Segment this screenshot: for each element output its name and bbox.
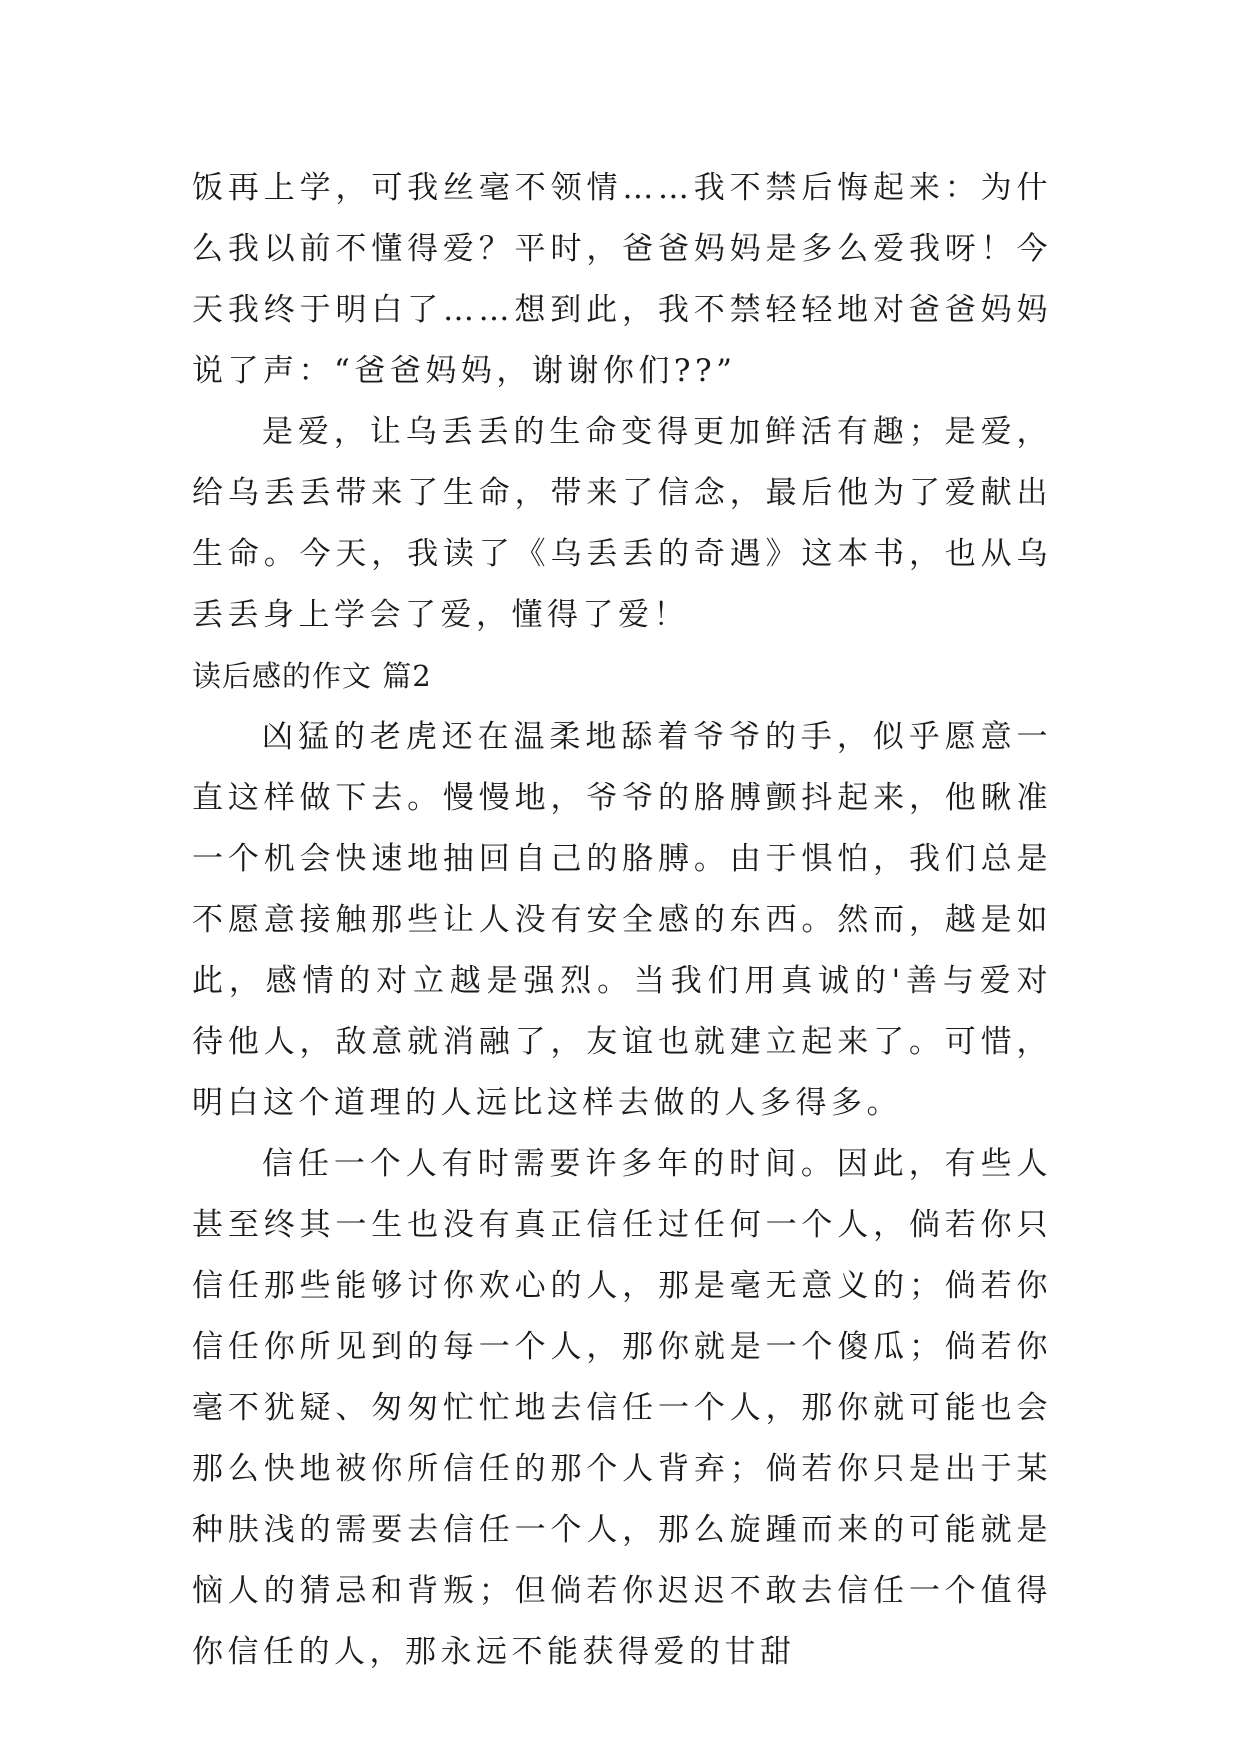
paragraph-trust: 信任一个人有时需要许多年的时间。因此，有些人甚至终其一生也没有真正信任过任何一个人，倘若你只信任那些能够讨你欢心的人，那是毫无意义的；倘若你信任你所见到的每一个人，那你就是一个傻瓜；倘若你毫不犹疑、匆匆忙忙地去信任一个人，那你就可能也会那么快地被你所信任的那个人背弃；倘若你只是出于某种肤浅的需要去信任一个人，那么旋踵而来的可能就是恼人的猜忌和背叛；但倘若你迟迟不敢去信任一个值得你信任的人，那永远不能获得爱的甘甜 bbox=[192, 1146, 1052, 1670]
paragraph-tiger: 凶猛的老虎还在温柔地舔着爷爷的手，似乎愿意一直这样做下去。慢慢地，爷爷的胳膊颤抖起来，他瞅准一个机会快速地抽回自己的胳膊。由于惧怕，我们总是不愿意接触那些让人没有安全感的东西。然而，越是如此，感情的对立越是强烈。当我们用真诚的'善与爱对待他人，敌意就消融了，友谊也就建立起来了。可惜，明白这个道理的人远比这样去做的人多得多。 bbox=[192, 719, 1052, 1121]
document-body bbox=[192, 158, 1052, 1683]
section-heading: 读后感的作文 篇2 bbox=[192, 659, 432, 693]
paragraph-love-conclusion: 是爱，让乌丢丢的生命变得更加鲜活有趣；是爱，给乌丢丢带来了生命，带来了信念，最后他为了爱献出生命。今天，我读了《乌丢丢的奇遇》这本书，也从乌丢丢身上学会了爱，懂得了爱！ bbox=[192, 414, 1052, 633]
paragraph-continued: 饭再上学，可我丝毫不领情……我不禁后悔起来：为什么我以前不懂得爱？平时，爸爸妈妈是多么爱我呀！今天我终于明白了……想到此，我不禁轻轻地对爸爸妈妈说了声：“爸爸妈妈，谢谢你们??” bbox=[192, 170, 1052, 389]
